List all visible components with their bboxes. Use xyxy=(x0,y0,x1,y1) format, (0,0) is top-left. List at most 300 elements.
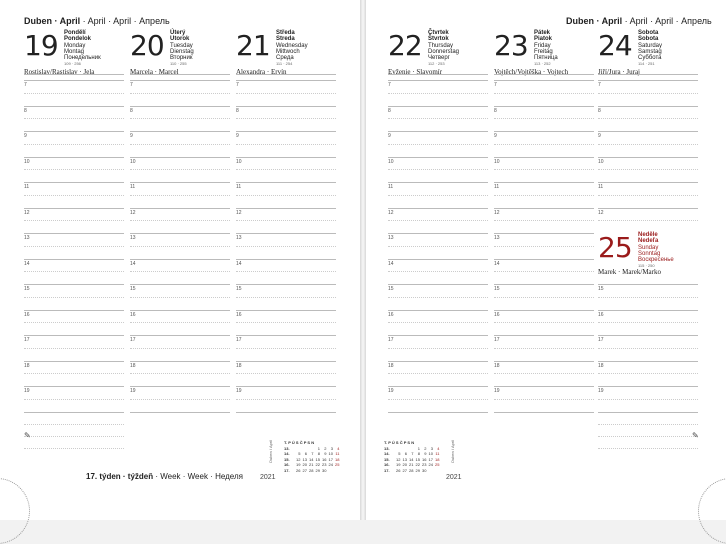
half-hour-rule xyxy=(598,399,698,400)
hour-rule xyxy=(388,208,488,209)
hour-rule xyxy=(494,361,594,362)
pen-icon: ✎ xyxy=(24,431,31,440)
hour-rule xyxy=(236,259,336,260)
hour-label: 10 xyxy=(236,158,242,165)
day-name: Montag xyxy=(64,48,85,55)
day-name: Středa xyxy=(276,30,295,36)
half-hour-rule xyxy=(24,271,124,272)
hour-rule xyxy=(388,157,488,158)
day-name: Пятница xyxy=(534,55,558,62)
hour-rule xyxy=(598,131,698,132)
week-number: 15. xyxy=(284,456,290,462)
hour-label: 15 xyxy=(130,286,136,292)
hour-label: 7 xyxy=(494,82,497,88)
mini-calendar-day: 29 xyxy=(415,467,420,473)
mini-calendar-day: 5 xyxy=(398,451,401,456)
hour-rule xyxy=(388,80,488,81)
hour-label: 10 xyxy=(130,158,136,165)
hour-rule xyxy=(236,131,336,132)
hour-label: 15 xyxy=(494,286,500,292)
day-number: 21 xyxy=(236,29,270,62)
nameday-label: Evženie · Slavomír xyxy=(388,68,443,76)
mini-calendar-day: 19 xyxy=(396,462,401,467)
half-hour-rule xyxy=(24,144,124,145)
hour-label: 8 xyxy=(598,107,601,114)
day-name: Sobota xyxy=(638,30,659,36)
hour-label: 13 xyxy=(388,235,394,241)
hour-label: 8 xyxy=(24,107,27,114)
hour-label: 8 xyxy=(236,107,239,114)
hour-label: 16 xyxy=(388,311,394,318)
hour-label: 16 xyxy=(236,311,242,318)
hour-label: 14 xyxy=(24,260,30,267)
half-hour-rule xyxy=(130,297,230,298)
year-label-left: 2021 xyxy=(260,474,276,481)
half-hour-rule xyxy=(494,297,594,298)
half-hour-rule xyxy=(598,93,698,94)
half-hour-rule xyxy=(24,297,124,298)
hour-label: 16 xyxy=(24,311,30,318)
hour-label: 18 xyxy=(598,362,604,369)
hour-rule xyxy=(24,284,124,285)
hour-label: 11 xyxy=(130,184,136,190)
hour-label: 7 xyxy=(236,82,239,88)
hour-label: 19 xyxy=(130,388,136,394)
mini-calendar-day: 26 xyxy=(296,467,301,473)
half-hour-rule xyxy=(236,297,336,298)
hour-rule xyxy=(236,106,336,107)
hour-label: 9 xyxy=(130,133,133,139)
hour-rule xyxy=(388,335,488,336)
hour-rule xyxy=(494,259,594,260)
hour-label: 10 xyxy=(494,158,500,165)
day-name: Wednesday xyxy=(276,42,308,49)
note-rule xyxy=(598,436,698,437)
hour-rule xyxy=(130,106,230,107)
mini-calendar-day: 10 xyxy=(428,451,433,456)
hour-label: 18 xyxy=(24,362,30,369)
hour-label: 17 xyxy=(388,337,394,343)
half-hour-rule xyxy=(494,220,594,221)
hour-rule xyxy=(598,284,698,285)
hour-label: 12 xyxy=(388,209,394,216)
header-rule xyxy=(236,74,336,75)
half-hour-rule xyxy=(388,144,488,145)
mini-calendar-day: 14 xyxy=(409,456,414,462)
mini-calendar-day: 3 xyxy=(330,445,333,451)
mini-calendar-day: 24 xyxy=(328,462,333,467)
half-hour-rule xyxy=(388,118,488,119)
half-hour-rule xyxy=(494,144,594,145)
note-rule xyxy=(24,448,124,449)
half-hour-rule xyxy=(130,246,230,247)
day-name: Mittwoch xyxy=(276,48,300,55)
day-of-year: 112 · 253 xyxy=(428,61,445,67)
hour-rule xyxy=(24,80,124,81)
mini-calendar-day: 5 xyxy=(298,451,301,456)
mini-calendar-day: 11 xyxy=(335,451,340,456)
half-hour-rule xyxy=(494,195,594,196)
bottom-rule xyxy=(236,412,336,413)
mini-calendar-day: 4 xyxy=(337,445,340,451)
half-hour-rule xyxy=(130,144,230,145)
year-label-right: 2021 xyxy=(446,474,462,481)
day-name: Pondělí xyxy=(64,30,86,36)
hour-label: 12 xyxy=(130,209,136,216)
mini-calendar-row xyxy=(384,468,440,474)
hour-label: 19 xyxy=(388,388,394,394)
mini-calendar-day: 21 xyxy=(409,462,414,467)
mini-calendar-day: 2 xyxy=(424,445,427,451)
hour-rule xyxy=(494,284,594,285)
half-hour-rule xyxy=(130,271,230,272)
hour-label: 8 xyxy=(130,107,133,114)
day-name: Pondelok xyxy=(64,36,92,43)
mini-calendar-day: 22 xyxy=(315,462,320,467)
half-hour-rule xyxy=(24,118,124,119)
hour-rule xyxy=(598,157,698,158)
day-of-year: 113 · 252 xyxy=(534,61,551,67)
note-rule xyxy=(24,424,124,425)
hour-label: 19 xyxy=(494,388,500,394)
hour-label: 17 xyxy=(24,337,30,343)
header-rule xyxy=(388,74,488,75)
hour-label: 10 xyxy=(598,158,604,165)
mini-calendar-day: 22 xyxy=(415,462,420,467)
nameday-label: Vojtěch/Vojtěška · Vojtech xyxy=(494,68,569,76)
hour-rule xyxy=(236,310,336,311)
hour-label: 9 xyxy=(598,133,601,139)
nameday-label: Jiří/Jura · Juraj xyxy=(598,68,640,76)
mini-calendar-day: 15 xyxy=(315,456,320,462)
hour-label: 15 xyxy=(236,286,242,292)
hour-rule xyxy=(130,386,230,387)
mini-calendar-day: 20 xyxy=(302,462,307,467)
hour-label: 16 xyxy=(494,311,500,318)
mini-calendar-day: 13 xyxy=(402,456,407,462)
week-number: 16. xyxy=(284,462,290,467)
bottom-rule xyxy=(494,412,594,413)
half-hour-rule xyxy=(236,169,336,170)
hour-rule xyxy=(494,335,594,336)
hour-label: 13 xyxy=(130,235,136,241)
bottom-rule xyxy=(388,412,488,413)
day-name: Среда xyxy=(276,55,294,62)
half-hour-rule xyxy=(388,297,488,298)
hour-rule xyxy=(130,157,230,158)
day-name: Воскресенье xyxy=(638,257,674,264)
half-hour-rule xyxy=(388,169,488,170)
hour-rule xyxy=(598,182,698,183)
mini-calendar-day: 24 xyxy=(428,462,433,467)
mini-calendar-day: 6 xyxy=(304,451,307,456)
hour-rule xyxy=(388,106,488,107)
week-label: 17. týden · týždeň · Week · Week · Неделя xyxy=(86,472,243,481)
hour-rule xyxy=(494,310,594,311)
header-rule xyxy=(24,74,124,75)
hour-rule xyxy=(494,182,594,183)
hour-rule xyxy=(24,361,124,362)
hour-label: 14 xyxy=(130,260,136,267)
half-hour-rule xyxy=(236,246,336,247)
half-hour-rule xyxy=(236,322,336,323)
day-number: 19 xyxy=(24,29,58,62)
hour-label: 19 xyxy=(236,388,242,394)
half-hour-rule xyxy=(598,144,698,145)
mini-calendar-day: 16 xyxy=(422,456,427,462)
half-hour-rule xyxy=(388,220,488,221)
half-hour-rule xyxy=(24,399,124,400)
hour-label: 13 xyxy=(24,235,30,241)
day-of-year: 109 · 256 xyxy=(64,61,81,67)
hour-rule xyxy=(130,80,230,81)
mini-calendar-day: 18 xyxy=(435,456,440,462)
day-names xyxy=(276,30,308,68)
week-number: 14. xyxy=(384,451,390,456)
hour-rule xyxy=(598,335,698,336)
week-number: 15. xyxy=(384,456,390,462)
day-name: Sobota xyxy=(638,36,659,43)
hour-rule xyxy=(24,106,124,107)
hour-label: 10 xyxy=(24,158,30,165)
hour-rule xyxy=(494,80,594,81)
half-hour-rule xyxy=(494,399,594,400)
half-hour-rule xyxy=(388,271,488,272)
hour-label: 13 xyxy=(236,235,242,241)
mini-calendar-label-left: Duben / April xyxy=(268,440,273,463)
hour-label: 16 xyxy=(598,311,604,318)
mini-calendar-day: 13 xyxy=(302,456,307,462)
hour-rule xyxy=(130,208,230,209)
hour-rule xyxy=(598,386,698,387)
day-name: Saturday xyxy=(638,42,663,49)
hour-rule xyxy=(388,310,488,311)
half-hour-rule xyxy=(598,322,698,323)
hour-rule xyxy=(24,310,124,311)
half-hour-rule xyxy=(236,144,336,145)
mini-calendar-day: 17 xyxy=(428,456,433,462)
hour-label: 11 xyxy=(388,184,394,190)
day-name: Utorok xyxy=(170,36,190,43)
day-names xyxy=(170,30,194,68)
hour-label: 12 xyxy=(236,209,242,216)
day-name: Tuesday xyxy=(170,42,193,49)
hour-rule xyxy=(130,335,230,336)
hour-rule xyxy=(24,131,124,132)
mini-calendar-day: 27 xyxy=(402,467,407,473)
mini-calendar-day: 27 xyxy=(302,467,307,473)
day-number: 24 xyxy=(598,29,632,62)
mini-calendar-day: 17 xyxy=(328,456,333,462)
day-name: Sonntag xyxy=(638,250,661,257)
hour-label: 15 xyxy=(598,286,604,292)
hour-rule xyxy=(388,182,488,183)
hour-rule xyxy=(24,208,124,209)
mini-calendar-day: 12 xyxy=(396,456,401,462)
day-number: 23 xyxy=(494,29,528,62)
half-hour-rule xyxy=(388,399,488,400)
half-hour-rule xyxy=(236,195,336,196)
day-name: Nedeľa xyxy=(638,238,659,245)
half-hour-rule xyxy=(24,322,124,323)
day-name: Monday xyxy=(64,42,86,49)
day-column-20 xyxy=(130,30,230,470)
hour-label: 7 xyxy=(598,82,601,88)
mini-calendar-day: 3 xyxy=(430,445,433,451)
hour-label: 9 xyxy=(236,133,239,139)
hour-rule xyxy=(494,157,594,158)
half-hour-rule xyxy=(598,195,698,196)
hour-label: 11 xyxy=(494,184,500,190)
mini-calendar-day: 10 xyxy=(328,451,333,456)
day-names xyxy=(64,30,101,68)
hour-rule xyxy=(24,157,124,158)
hour-label: 19 xyxy=(598,388,604,394)
hour-rule xyxy=(598,106,698,107)
hour-label: 15 xyxy=(24,286,30,292)
day-of-year: 115 · 250 xyxy=(638,263,655,269)
hour-label: 7 xyxy=(388,82,391,88)
day-name: Вторник xyxy=(170,55,193,62)
hour-rule xyxy=(388,386,488,387)
half-hour-rule xyxy=(494,169,594,170)
hour-rule xyxy=(24,259,124,260)
half-hour-rule xyxy=(388,348,488,349)
mini-calendar-day: 1 xyxy=(317,445,320,451)
hour-label: 10 xyxy=(388,158,394,165)
day-name: Sunday xyxy=(638,244,659,251)
day-name: Čtvrtek xyxy=(428,30,449,36)
half-hour-rule xyxy=(494,246,594,247)
half-hour-rule xyxy=(130,195,230,196)
half-hour-rule xyxy=(388,373,488,374)
mini-calendar-day: 28 xyxy=(409,467,414,473)
hour-rule xyxy=(598,310,698,311)
half-hour-rule xyxy=(494,93,594,94)
hour-rule xyxy=(236,157,336,158)
hour-label: 17 xyxy=(130,337,136,343)
half-hour-rule xyxy=(598,373,698,374)
day-name: Понедельник xyxy=(64,55,101,62)
hour-rule xyxy=(598,361,698,362)
hour-rule xyxy=(130,310,230,311)
half-hour-rule xyxy=(24,348,124,349)
hour-rule xyxy=(494,386,594,387)
hour-rule xyxy=(236,80,336,81)
hour-label: 12 xyxy=(494,209,500,216)
mini-calendar-day: 28 xyxy=(309,467,314,473)
hour-label: 17 xyxy=(494,337,500,343)
hour-rule xyxy=(130,259,230,260)
hour-label: 18 xyxy=(494,362,500,369)
hour-label: 17 xyxy=(236,337,242,343)
hour-rule xyxy=(388,284,488,285)
hour-label: 11 xyxy=(598,184,604,190)
header-rule xyxy=(130,74,230,75)
header-rule xyxy=(598,74,698,75)
mini-calendar-day: 11 xyxy=(435,451,440,456)
hour-label: 12 xyxy=(598,209,604,216)
week-number: 13. xyxy=(284,445,290,451)
day-name: Четверг xyxy=(428,55,450,62)
day-name: Thursday xyxy=(428,42,454,49)
day-column-22 xyxy=(388,30,488,470)
hour-rule xyxy=(24,233,124,234)
hour-label: 13 xyxy=(494,235,500,241)
half-hour-rule xyxy=(130,322,230,323)
day-names xyxy=(428,30,459,68)
hour-rule xyxy=(236,361,336,362)
day-name: Freitag xyxy=(534,48,553,55)
day-names xyxy=(534,30,558,68)
mini-calendar-day: 7 xyxy=(411,451,414,456)
day-names xyxy=(638,30,662,68)
half-hour-rule xyxy=(598,220,698,221)
hour-rule xyxy=(388,361,488,362)
day-names xyxy=(638,232,674,270)
half-hour-rule xyxy=(236,373,336,374)
hour-rule xyxy=(388,131,488,132)
nameday-label: Marcela · Marcel xyxy=(130,68,179,76)
hour-rule xyxy=(494,131,594,132)
hour-label: 11 xyxy=(236,184,242,190)
hour-label: 9 xyxy=(494,133,497,139)
half-hour-rule xyxy=(24,246,124,247)
half-hour-rule xyxy=(598,118,698,119)
hour-rule xyxy=(494,233,594,234)
hour-rule xyxy=(388,233,488,234)
day-name: Štvrtok xyxy=(428,36,449,43)
note-rule xyxy=(598,424,698,425)
hour-rule xyxy=(24,386,124,387)
hour-label: 18 xyxy=(388,362,394,369)
half-hour-rule xyxy=(494,322,594,323)
hour-rule xyxy=(598,208,698,209)
half-hour-rule xyxy=(130,169,230,170)
bottom-rule xyxy=(24,412,124,413)
hour-label: 14 xyxy=(388,260,394,267)
half-hour-rule xyxy=(388,246,488,247)
hour-label: 9 xyxy=(388,133,391,139)
mini-calendar-day: 4 xyxy=(437,445,440,451)
half-hour-rule xyxy=(388,195,488,196)
hour-rule xyxy=(598,80,698,81)
half-hour-rule xyxy=(130,220,230,221)
hour-label: 7 xyxy=(130,82,133,88)
hour-rule xyxy=(236,233,336,234)
hour-label: 17 xyxy=(598,337,604,343)
hour-rule xyxy=(130,361,230,362)
note-rule xyxy=(598,448,698,449)
half-hour-rule xyxy=(494,118,594,119)
half-hour-rule xyxy=(388,322,488,323)
hour-rule xyxy=(236,386,336,387)
hour-rule xyxy=(24,182,124,183)
hour-label: 15 xyxy=(388,286,394,292)
hour-label: 14 xyxy=(236,260,242,267)
day-number: 25 xyxy=(598,231,632,264)
week-number: 16. xyxy=(384,462,390,467)
mini-calendar-day: 30 xyxy=(322,467,327,473)
bottom-rule xyxy=(598,412,698,413)
half-hour-rule xyxy=(236,271,336,272)
pen-icon: ✎ xyxy=(692,431,699,440)
half-hour-rule xyxy=(130,118,230,119)
day-name: Piatok xyxy=(534,36,553,43)
week-number: 13. xyxy=(384,445,390,451)
half-hour-rule xyxy=(24,373,124,374)
mini-calendar-day: 14 xyxy=(309,456,314,462)
